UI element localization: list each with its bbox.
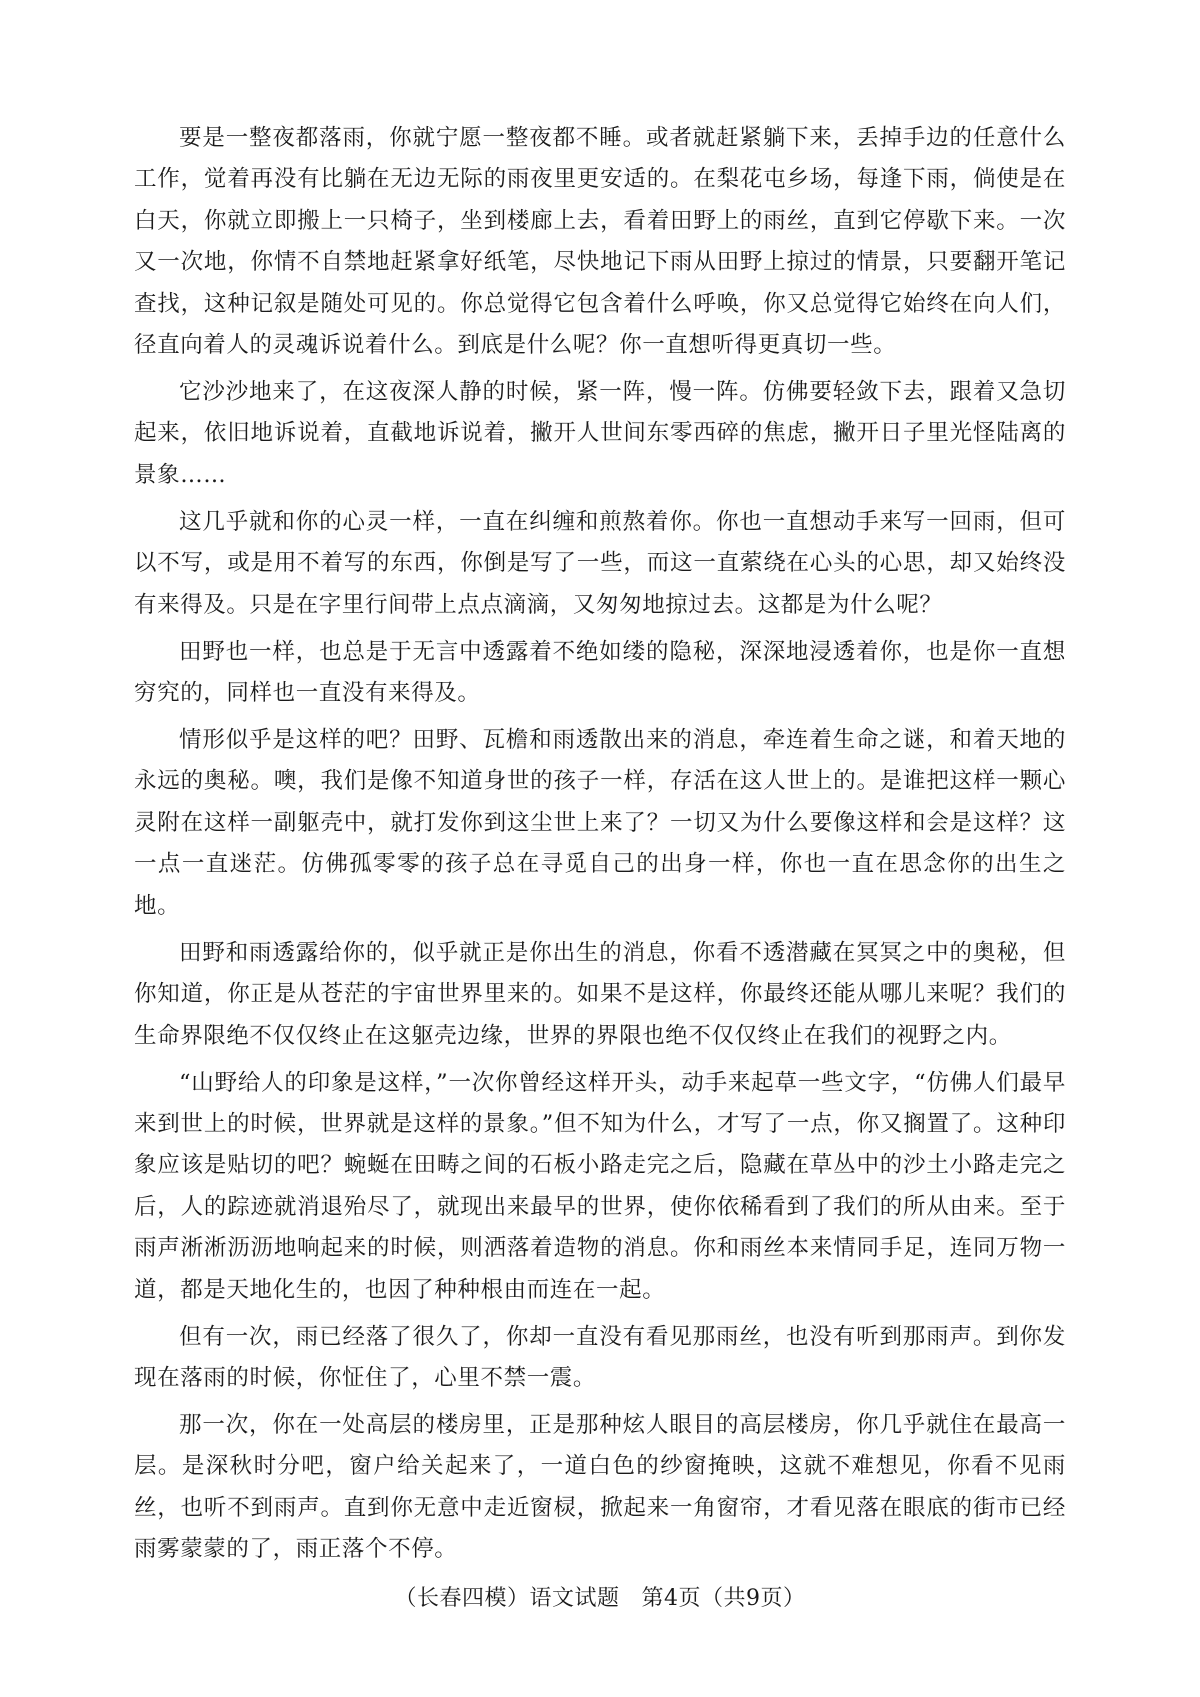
paragraph-6: 田野和雨透露给你的，似乎就正是你出生的消息，你看不透潜藏在冥冥之中的奥秘，但你知道，你正是从苍茫的宇宙世界里来的。如果不是这样，你最终还能从哪儿来呢？我们的生命界限绝不仅仅终止在这躯壳边缘，世界的界限也绝不仅仅终止在我们的视野之内。 (134, 939, 1066, 1049)
reading-passage (134, 118, 1066, 1571)
paragraph-4: 田野也一样，也总是于无言中透露着不绝如缕的隐秘，深深地浸透着你，也是你一直想穷究的，同样也一直没有来得及。 (134, 638, 1066, 707)
paragraph-8: 但有一次，雨已经落了很久了，你却一直没有看见那雨丝，也没有听到那雨声。到你发现在落雨的时候，你怔住了，心里不禁一震。 (134, 1323, 1066, 1391)
paragraph-1: 要是一整夜都落雨，你就宁愿一整夜都不睡。或者就赶紧躺下来，丢掉手边的任意什么工作，觉着再没有比躺在无边无际的雨夜里更安适的。在梨花屯乡场，每逢下雨，倘使是在白天，你就立即搬上一只椅子，坐到楼廊上去，看着田野上的雨丝，直到它停歇下来。一次又一次地，你情不自禁地赶紧拿好纸笔，尽快地记下雨从田野上掠过的情景，只要翻开笔记查找，这种记叙是随处可见的。你总觉得它包含着什么呼唤，你又总觉得它始终在向人们，径直向着人的灵魂诉说着什么。到底是什么呢？你一直想听得更真切一些。 (134, 125, 1066, 359)
paragraph-7: “山野给人的印象是这样，”一次你曾经这样开头，动手来起草一些文字，“仿佛人们最早来到世上的时候，世界就是这样的景象。”但不知为什么，才写了一点，你又搁置了。这种印象应该是贴切的吧？蜿蜒在田畴之间的石板小路走完之后，隐藏在草丛中的沙土小路走完之后，人的踪迹就消退殆尽了，就现出来最早的世界，使你依稀看到了我们的所从由来。至于雨声淅淅沥沥地响起来的时候，则洒落着造物的消息。你和雨丝本来情同手足，连同万物一道，都是天地化生的，也因了种种根由而连在一起。 (134, 1069, 1066, 1303)
paragraph-2: 它沙沙地来了，在这夜深人静的时候，紧一阵，慢一阵。仿佛要轻敛下去，跟着又急切起来，依旧地诉说着，直截地诉说着，撇开人世间东零西碎的焦虑，撇开日子里光怪陆离的景象…… (134, 379, 1066, 488)
exam-title: （长春四模）语文试题 (394, 1586, 620, 1611)
paragraph-3: 这几乎就和你的心灵一样，一直在纠缠和煎熬着你。你也一直想动手来写一回雨，但可以不写，或是用不着写的东西，你倒是写了一些，而这一直萦绕在心头的心思，却又始终没有来得及。只是在字里行间带上点点滴滴，又匆匆地掠过去。这都是为什么呢？ (134, 508, 1066, 618)
paragraph-9: 那一次，你在一处高层的楼房里，正是那种炫人眼目的高层楼房，你几乎就住在最高一层。是深秋时分吧，窗户给关起来了，一道白色的纱窗掩映，这就不难想见，你看不见雨丝，也听不到雨声。直到你无意中走近窗棂，掀起来一角窗帘，才看见落在眼底的街市已经雨雾蒙蒙的了，雨正落个不停。 (134, 1411, 1066, 1563)
paragraph-5: 情形似乎是这样的吧？田野、瓦檐和雨透散出来的消息，牵连着生命之谜，和着天地的永远的奥秘。噢，我们是像不知道身世的孩子一样，存活在这人世上的。是谁把这样一颗心灵附在这样一副躯壳中，就打发你到这尘世上来了？一切又为什么要像这样和会是这样？这一点一直迷茫。仿佛孤零零的孩子总在寻觅自己的出身一样，你也一直在思念你的出生之地。 (134, 727, 1066, 919)
page-number: 第4页（共9页） (641, 1586, 806, 1611)
page-footer (0, 1583, 1200, 1615)
